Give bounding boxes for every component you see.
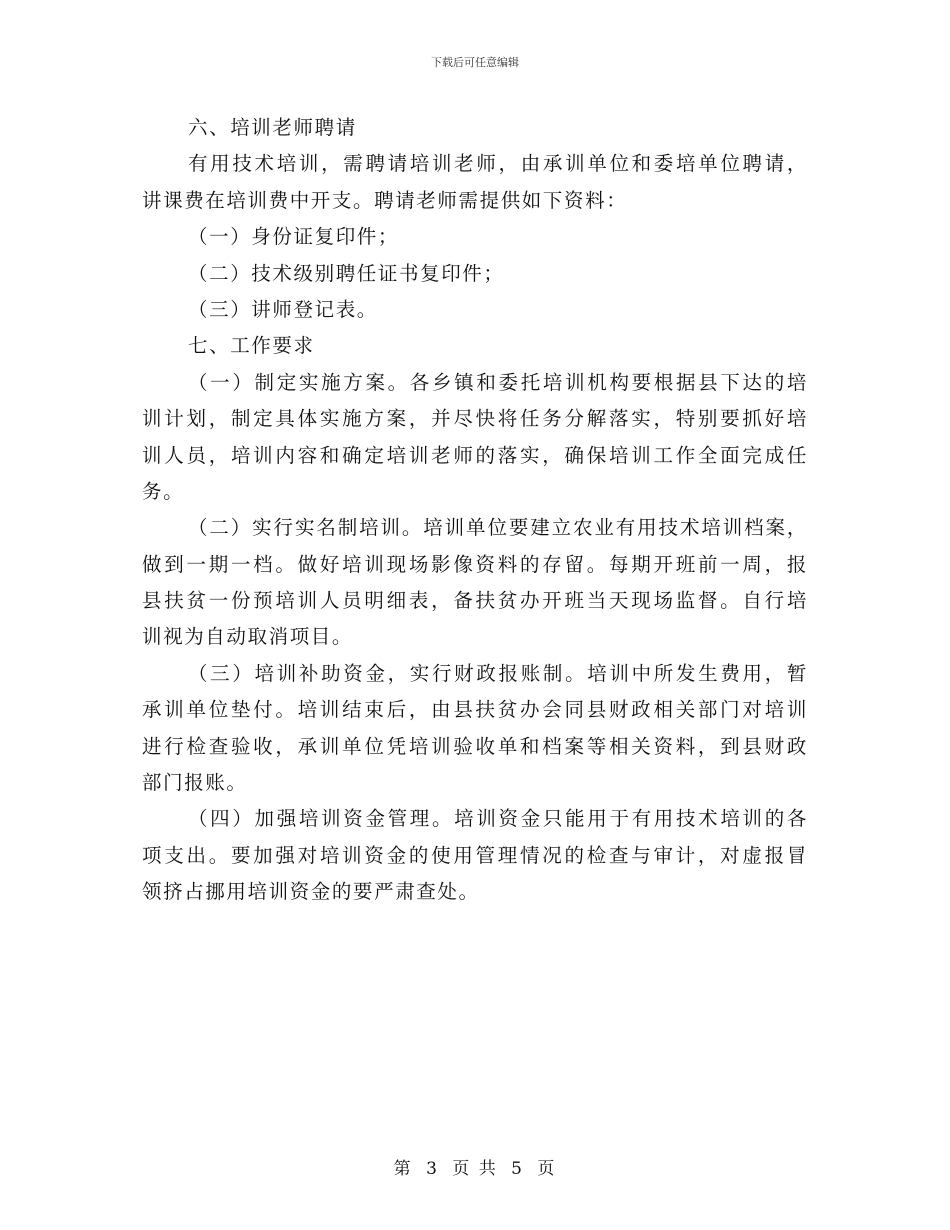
text-line: 做到一期一档。做好培训现场影像资料的存留。每期开班前一周，报 — [142, 552, 808, 576]
page-footer — [0, 1154, 950, 1179]
footer-page-number: 3 — [426, 1159, 439, 1179]
footer-total-pages: 5 — [511, 1159, 524, 1179]
text-line: （二）实行实名制培训。培训单位要建立农业有用技术培训档案， — [188, 516, 808, 540]
text-line: （一）制定实施方案。各乡镇和委托培训机构要根据县下达的培 — [188, 370, 808, 394]
text-line: 项支出。要加强对培训资金的使用管理情况的检查与审计，对虚报冒 — [142, 843, 808, 867]
text-line: 讲课费在培训费中开支。聘请老师需提供如下资料： — [142, 188, 628, 212]
text-line: 承训单位垫付。培训结束后，由县扶贫办会同县财政相关部门对培训 — [142, 698, 808, 722]
text-line: 务。 — [142, 479, 185, 503]
footer-suffix: 页 — [537, 1159, 557, 1179]
text-line: （一）身份证复印件； — [188, 225, 400, 249]
document-body — [142, 110, 808, 911]
text-line: 训人员，培训内容和确定培训老师的落实，确保培训工作全面完成任 — [142, 443, 808, 467]
text-line: 进行检查验收，承训单位凭培训验收单和档案等相关资料，到县财政 — [142, 734, 808, 758]
text-line: 六、培训老师聘请 — [188, 116, 357, 139]
text-line: （二）技术级别聘任证书复印件； — [188, 261, 505, 285]
text-line: 县扶贫一份预培训人员明细表，备扶贫办开班当天现场监督。自行培 — [142, 589, 808, 613]
text-line: （三）培训补助资金，实行财政报账制。培训中所发生费用，暂 — [188, 661, 808, 685]
text-line: （四）加强培训资金管理。培训资金只能用于有用技术培训的各 — [188, 807, 808, 831]
text-line: 领挤占挪用培训资金的要严肃查处。 — [142, 880, 480, 904]
text-line: 训视为自动取消项目。 — [142, 625, 354, 649]
footer-middle: 页 共 — [452, 1159, 498, 1179]
text-line: （三）讲师登记表。 — [188, 297, 378, 321]
text-line: 部门报账。 — [142, 771, 248, 795]
footer-prefix: 第 — [393, 1159, 413, 1179]
text-line: 有用技术培训，需聘请培训老师，由承训单位和委培单位聘请， — [188, 152, 808, 176]
header-note: 下载后可任意编辑 — [431, 56, 519, 69]
text-line: 训计划，制定具体实施方案，并尽快将任务分解落实，特别要抓好培 — [142, 407, 808, 431]
text-line: 七、工作要求 — [188, 334, 315, 358]
